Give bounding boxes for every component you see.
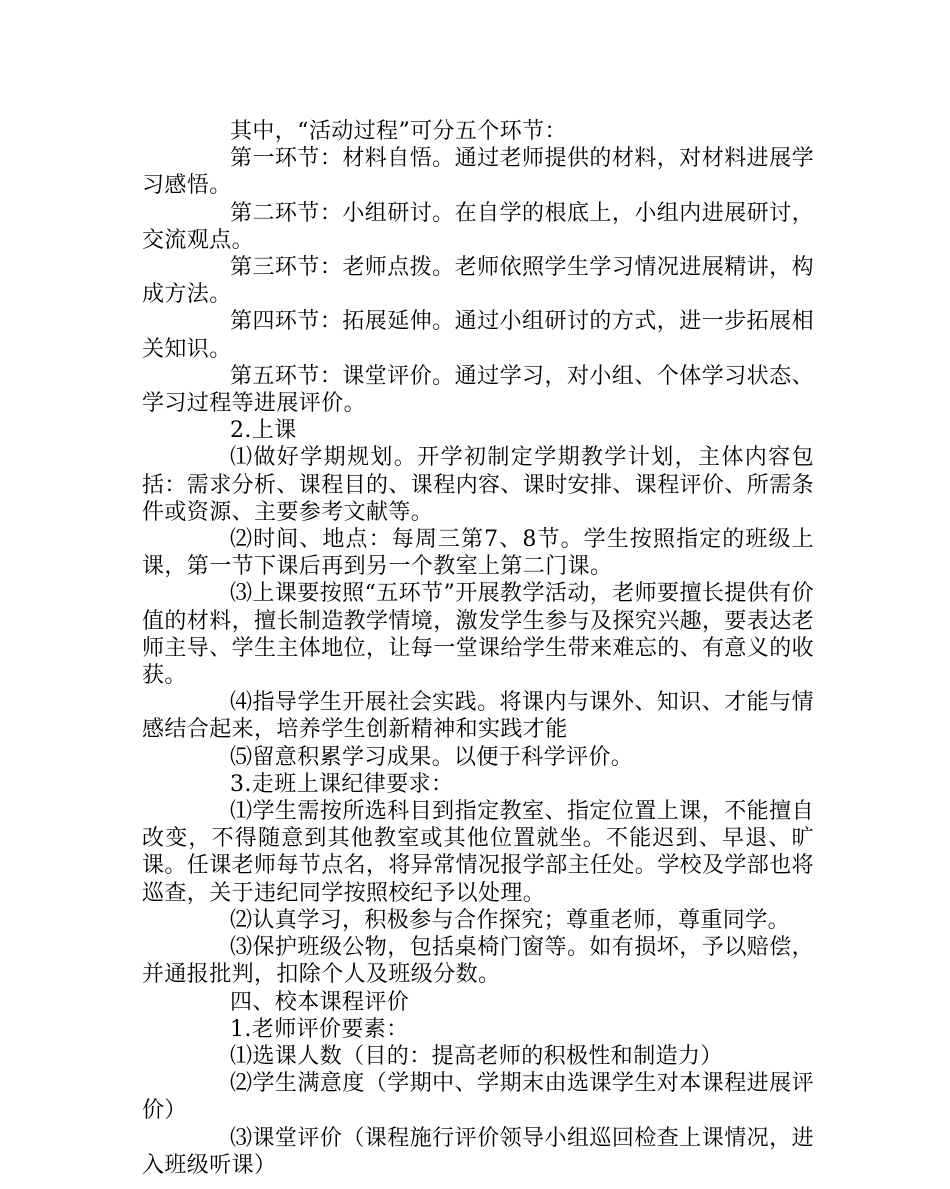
paragraph-intro: 其中，“活动过程”可分五个环节： <box>230 119 567 144</box>
paragraph-step-1: 第一环节：材料自悟。通过老师提供的材料，对材料进展学习感悟。 <box>142 146 814 199</box>
paragraph-step-3: 第三环节：老师点拨。老师依照学生学习情况进展精讲，构成方法。 <box>142 255 814 308</box>
paragraph-evaluation-1: ⑴选课人数（目的：提高老师的积极性和制造力） <box>230 1043 723 1069</box>
paragraph-discipline-2: ⑵认真学习，积极参与合作探究；尊重老师，尊重同学。 <box>230 907 791 933</box>
section-heading-evaluation: 四、校本课程评价 <box>230 989 410 1015</box>
paragraph-discipline-3: ⑶保护班级公物，包括桌椅门窗等。如有损坏，予以赔偿，并通报批判，扣除个人及班级分数。 <box>142 935 814 988</box>
paragraph-step-5: 第五环节：课堂评价。通过学习，对小组、个体学习状态、学习过程等进展评价。 <box>142 363 814 417</box>
paragraph-step-4: 第四环节：拓展延伸。通过小组研讨的方式，进一步拓展相关知识。 <box>142 309 814 362</box>
paragraph-step-2: 第二环节：小组研讨。在自学的根底上，小组内进展研讨，交流观点。 <box>142 200 814 253</box>
paragraph-class-1: ⑴做好学期规划。开学初制定学期教学计划，主体内容包括：需求分析、课程目的、课程内容、课时安排、课程评价、所需条件或资源、主要参考文献等。 <box>142 445 815 525</box>
paragraph-class-5: ⑸留意积累学习成果。以便于科学评价。 <box>230 744 634 770</box>
paragraph-class-2: ⑵时间、地点：每周三第7、8节。学生按照指定的班级上课，第一节下课后再到另一个教室上第二门课。 <box>142 527 814 580</box>
paragraph-class-3: ⑶上课要按照“五环节”开展教学活动，老师要擅长提供有价值的材料，擅长制造教学情境，激发学生参与及探究兴趣，要表达老师主导、学生主体地位，让每一堂课给学生带来难忘的、有意义的收获。 <box>142 581 815 689</box>
paragraph-class-4: ⑷指导学生开展社会实践。将课内与课外、知识、才能与情感结合起来，培养学生创新精神和实践才能 <box>142 690 814 743</box>
paragraph-discipline-1: ⑴学生需按所选科目到指定教室、指定位置上课，不能擅自改变，不得随意到其他教室或其他位置就坐。不能迟到、早退、旷课。任课老师每节点名，将异常情况报学部主任处。学校及学部也将巡查，关于违纪同学按照校纪予以处理。 <box>142 799 815 906</box>
document-page <box>142 118 814 1179</box>
paragraph-evaluation-2: ⑵学生满意度（学期中、学期末由选课学生对本课程进展评价） <box>142 1071 814 1124</box>
subheading-teacher-evaluation: 1.老师评价要素： <box>230 1016 409 1042</box>
paragraph-evaluation-3: ⑶课堂评价（课程施行评价领导小组巡回检查上课情况，进入班级听课） <box>142 1125 814 1178</box>
section-heading-class: 2.上课 <box>230 418 297 444</box>
section-heading-discipline: 3.走班上课纪律要求： <box>230 771 454 797</box>
